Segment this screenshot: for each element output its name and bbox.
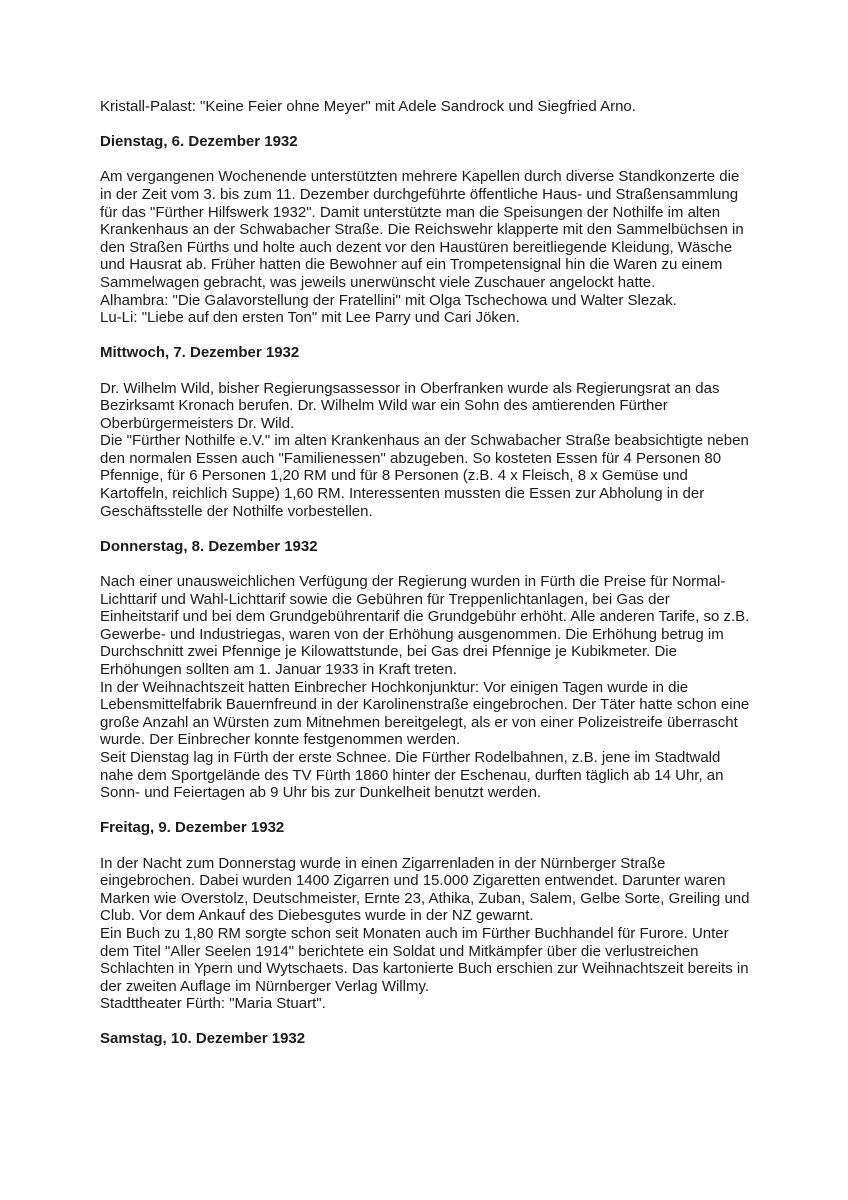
section-heading: Samstag, 10. Dezember 1932	[100, 1030, 306, 1048]
paragraph: Dr. Wilhelm Wild, bisher Regierungsassessor in Oberfranken wurde als Regierungsrat an das Bezirksamt Kronach berufen. Dr. Wilhelm Wild war ein Sohn des amtierenden Fürther Oberbürgermeisters Dr. Wild.	[100, 379, 720, 432]
section-dienstag-6-dezember	[100, 133, 750, 327]
document-text-column	[100, 98, 750, 1048]
intro-line: Kristall-Palast: "Keine Feier ohne Meyer" mit Adele Sandrock und Siegfried Arno.	[100, 98, 636, 115]
paragraph: Am vergangenen Wochenende unterstützten mehrere Kapellen durch diverse Standkonzerte die in der Zeit vom 3. bis zum 11. Dezember durchgeführte öffentliche Haus- und Straßensammlung für das "Fürther Hilfswerk 1932". Damit unterstützte man die Speisungen der Nothilfe im alten Krankenhaus an der Schwabacher Straße. Die Reichswehr klapperte mit den Sammelbüchsen in den Straßen Fürths und holte auch dezent vor den Haustüren bereitliegende Kleidung, Wäsche und Hausrat ab. Früher hatten die Bewohner auf ein Trompetensignal hin die Waren zu einem Sammelwagen gebracht, was jeweils unerwünscht viele Zuschauer angelockt hatte.	[100, 168, 744, 291]
section-heading: Freitag, 9. Dezember 1932	[100, 819, 285, 837]
section-freitag-9-dezember	[100, 819, 750, 1013]
paragraph: Ein Buch zu 1,80 RM sorgte schon seit Monaten auch im Fürther Buchhandel für Furore. Unter dem Titel "Aller Seelen 1914" berichtete ein Soldat und Mitkämpfer über die verlustreichen Schlachten in Ypern und Wytschaets. Das kartonierte Buch erschien zur Weihnachtszeit bereits in der zweiten Auflage im Nürnberger Verlag Willmy.	[100, 924, 749, 995]
section-donnerstag-8-dezember	[100, 538, 750, 802]
section-heading: Dienstag, 6. Dezember 1932	[100, 133, 298, 151]
paragraph: Stadttheater Fürth: "Maria Stuart".	[100, 995, 326, 1013]
section-samstag-10-dezember	[100, 1030, 750, 1048]
paragraph: Seit Dienstag lag in Fürth der erste Schnee. Die Fürther Rodelbahnen, z.B. jene im Stadtwald nahe dem Sportgelände des TV Fürth 1860 hinter der Eschenau, durften täglich ab 14 Uhr, an Sonn- und Feiertagen ab 9 Uhr bis zur Dunkelheit benutzt werden.	[100, 748, 724, 802]
paragraph: Lu-Li: "Liebe auf den ersten Ton" mit Lee Parry und Cari Jöken.	[100, 309, 520, 327]
section-mittwoch-7-dezember	[100, 344, 750, 520]
paragraph: Die "Fürther Nothilfe e.V." im alten Krankenhaus an der Schwabacher Straße beabsichtigte neben den normalen Essen auch "Familienessen" abzugeben. So kosteten Essen für 4 Personen 80 Pfennige, für 6 Personen 1,20 RM und für 8 Personen (z.B. 4 x Fleisch, 8 x Gemüse und Kartoffeln, reichlich Suppe) 1,60 RM. Interessenten mussten die Essen zur Abholung in der Geschäftsstelle der Nothilfe vorbestellen.	[100, 432, 749, 520]
paragraph: Nach einer unausweichlichen Verfügung der Regierung wurden in Fürth die Preise für Normal-Lichttarif und Wahl-Lichttarif sowie die Gebühren für Treppenlichtanlagen, bei Gas der Einheitstarif und bei dem Grundgebührentarif die Grundgebühr erhöht. Alle anderen Tarife, so z.B. Gewerbe- und Industriegas, waren von der Erhöhung ausgenommen. Die Erhöhung betrug im Durchschnitt zwei Pfennige je Kilowattstunde, bei Gas drei Pfennige je Kubikmeter. Die Erhöhungen sollten am 1. Januar 1933 in Kraft treten.	[100, 573, 750, 678]
paragraph: Alhambra: "Die Galavorstellung der Fratellini" mit Olga Tschechowa und Walter Slezak.	[100, 291, 677, 309]
section-heading: Donnerstag, 8. Dezember 1932	[100, 537, 318, 555]
paragraph: In der Nacht zum Donnerstag wurde in einen Zigarrenladen in der Nürnberger Straße eingebrochen. Dabei wurden 1400 Zigarren und 15.000 Zigaretten entwendet. Darunter waren Marken wie Overstolz, Deutschmeister, Ernte 23, Athika, Zuban, Salem, Gelbe Sorte, Greiling und Club. Vor dem Ankauf des Diebesgutes wurde in der NZ gewarnt.	[100, 854, 750, 925]
section-heading: Mittwoch, 7. Dezember 1932	[100, 344, 300, 362]
paragraph: In der Weihnachtszeit hatten Einbrecher Hochkonjunktur: Vor einigen Tagen wurde in die Lebensmittelfabrik Bauernfreund in der Karolinenstraße eingebrochen. Der Täter hatte schon eine große Anzahl an Würsten zum Mitnehmen bereitgelegt, als er von einer Polizeistreife überrascht wurde. Der Einbrecher konnte festgenommen werden.	[100, 678, 750, 749]
